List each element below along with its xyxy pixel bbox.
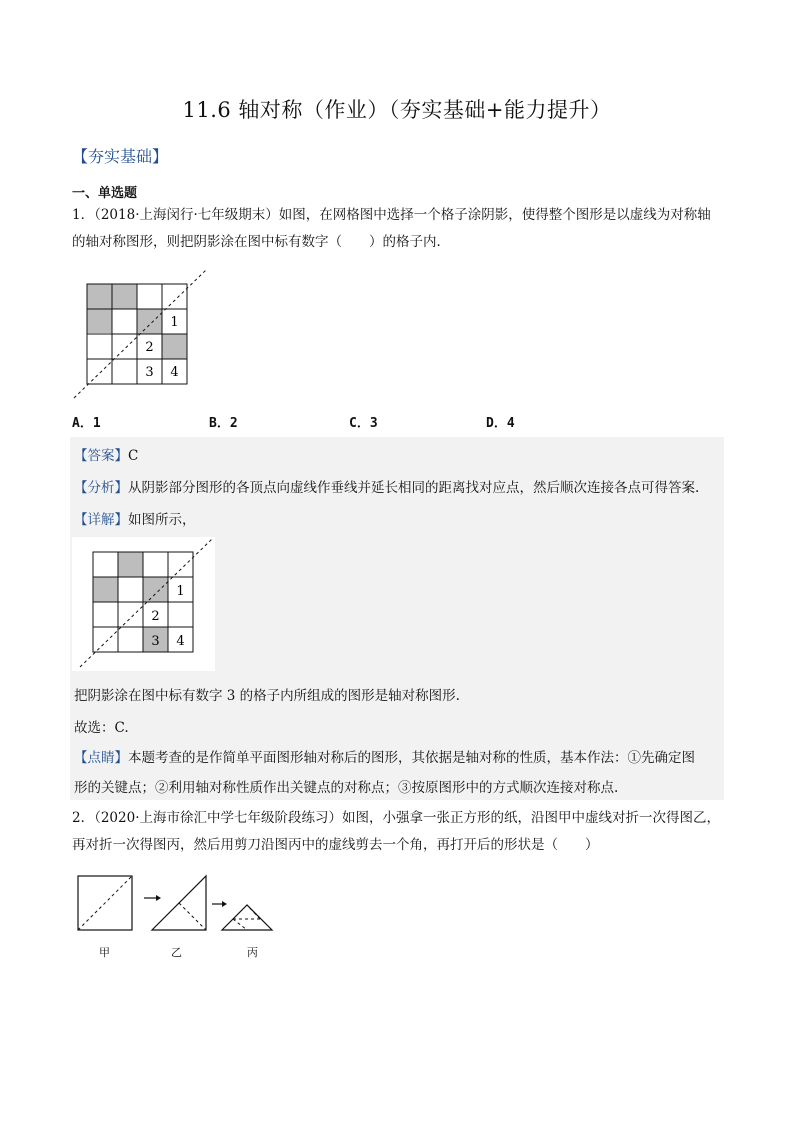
- question-1-options: [72, 412, 724, 432]
- comment-line-1: [74, 746, 695, 766]
- option-a[interactable]: A．1: [72, 416, 101, 431]
- detail-tag: 【详解】: [74, 512, 128, 528]
- shaded-cell: [137, 309, 162, 334]
- comment-tag: 【点睛】: [74, 750, 128, 766]
- detail-text: 如图所示，: [128, 512, 196, 528]
- fold-line: [78, 876, 132, 930]
- shaded-cell: [143, 577, 168, 602]
- answer-line: [74, 444, 138, 464]
- detail-line: [74, 508, 196, 528]
- solution-grid-figure: [72, 537, 215, 671]
- caption-yi: 乙: [171, 946, 182, 959]
- question-1-grid-figure: [72, 268, 208, 400]
- caption-bing: 丙: [247, 946, 258, 959]
- shaded-cell: [93, 577, 118, 602]
- analysis-text: 从阴影部分图形的各顶点向虚线作垂线并延长相同的距离找对应点，然后顺次连接各点可得答案.: [128, 480, 700, 496]
- grid-label: 2: [145, 340, 154, 355]
- shaded-cell: [118, 552, 143, 577]
- grid-label: 3: [151, 634, 160, 649]
- option-c[interactable]: C．3: [349, 416, 378, 431]
- fold-line: [179, 903, 206, 930]
- answer-value: C: [128, 448, 139, 464]
- cut-line: [233, 919, 247, 930]
- question-2-text: 2．（2020·上海市徐汇中学七年级阶段练习）如图，小强拿一张正方形的纸，沿图甲中虚线对折一次得图乙，再对折一次得图丙，然后用剪刀沿图丙中的虚线剪去一个角，再打开后的形状是（ ）: [72, 810, 720, 853]
- shaded-cell: [87, 284, 112, 309]
- answer-tag: 【答案】: [74, 448, 128, 464]
- subheading: 一、单选题: [72, 186, 138, 201]
- grid-label: 3: [145, 365, 154, 380]
- folded-small-triangle: [222, 905, 272, 930]
- grid-label: 4: [176, 634, 185, 649]
- choose-line: 故选：C.: [74, 720, 129, 736]
- question-1-text: 1．（2018·上海闵行·七年级期末）如图，在网格图中选择一个格子涂阴影，使得整个图形是以虚线为对称轴的轴对称图形，则把阴影涂在图中标有数字（ ）的格子内．: [72, 207, 711, 250]
- detail-conclusion: 把阴影涂在图中标有数字 3 的格子内所组成的图形是轴对称图形.: [74, 688, 460, 704]
- grid-label: 1: [176, 584, 185, 599]
- grid-label: 4: [170, 365, 179, 380]
- shaded-cell: [112, 284, 137, 309]
- comment-line-2: 形的关键点；②利用轴对称性质作出关键点的对称点；③按原图形中的方式顺次连接对称点.: [74, 780, 619, 796]
- arrow-head-icon: [156, 895, 161, 901]
- grid-label: 1: [170, 315, 179, 330]
- arrow-head-icon: [222, 901, 227, 907]
- analysis-line: [74, 476, 699, 496]
- caption-jia: 甲: [99, 946, 110, 959]
- section-tag: 【夯实基础】: [72, 147, 169, 166]
- option-b[interactable]: B．2: [209, 416, 238, 431]
- shaded-cell: [87, 309, 112, 333]
- comment-text-1: 本题考查的是作简单平面图形轴对称后的图形，其依据是轴对称的性质，基本作法：①先确定图: [128, 750, 695, 766]
- grid-label: 2: [151, 609, 160, 624]
- page-title: 11.6 轴对称（作业）（夯实基础+能力提升）: [182, 98, 612, 122]
- option-d[interactable]: D．4: [486, 416, 515, 431]
- question-2-folding-figure: [72, 870, 282, 940]
- shaded-cell: [162, 334, 187, 359]
- analysis-tag: 【分析】: [74, 480, 128, 496]
